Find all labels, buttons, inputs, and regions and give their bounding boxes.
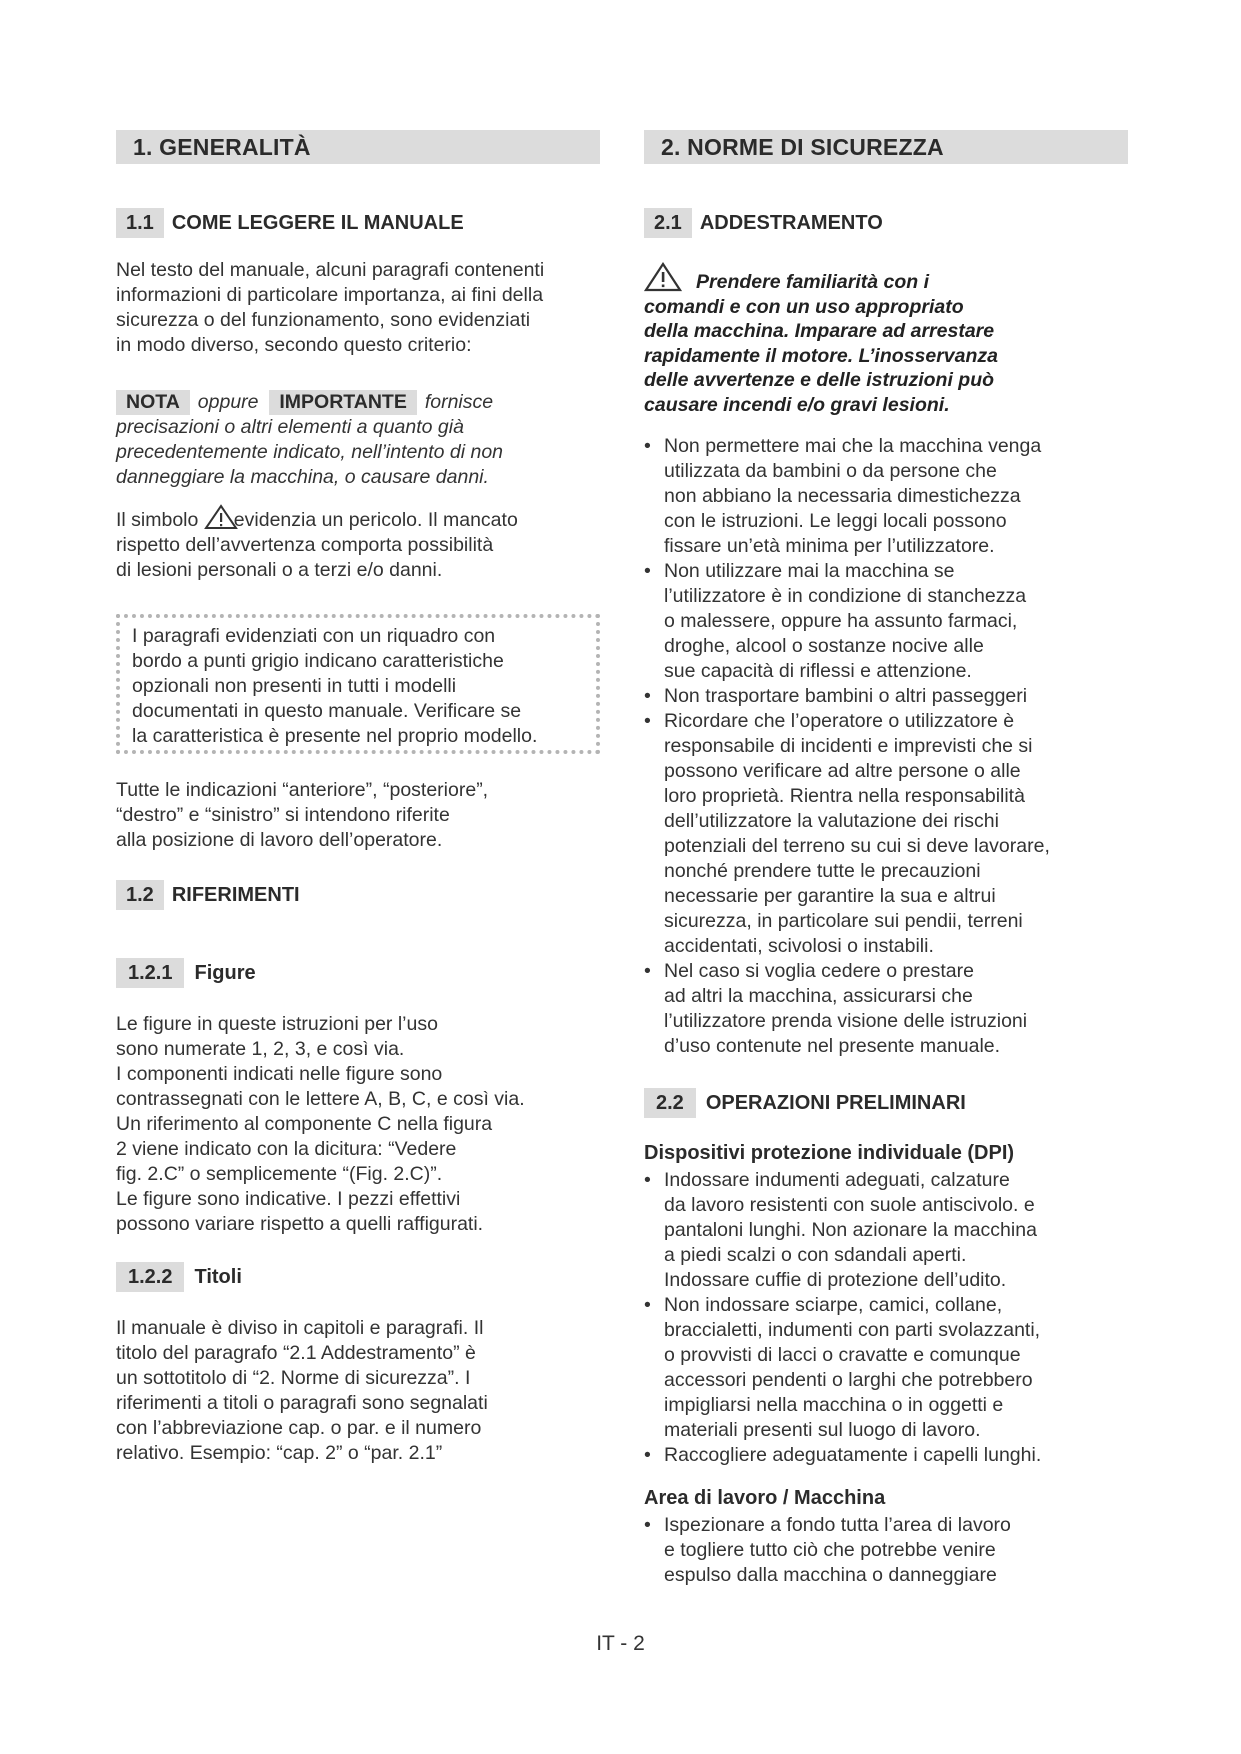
nota-paragraph	[116, 390, 606, 490]
text-line: • Ricordare che l’operatore o utilizzatore è	[664, 710, 1015, 732]
section-number: 2.1	[644, 208, 692, 238]
text-line: impigliarsi nella macchina o in oggetti e	[664, 1394, 1004, 1416]
list-item	[644, 1443, 1144, 1468]
text-line: • Non utilizzare mai la macchina se	[664, 560, 955, 582]
list-item	[644, 559, 1144, 684]
text-line: un sottotitolo di “2. Norme di sicurezza”. I	[116, 1367, 471, 1389]
text-line: utilizzata da bambini o da persone che	[664, 460, 997, 482]
text-line: o malessere, oppure ha assunto farmaci,	[664, 610, 1018, 632]
text-line: sicurezza, in particolare sui pendii, terreni	[664, 910, 1023, 932]
text-line: rapidamente il motore. L’inosservanza	[644, 344, 998, 367]
section-1-2-1-heading	[116, 958, 256, 988]
training-bullet-list	[644, 434, 1144, 1059]
section-number: 1.2.1	[116, 958, 184, 988]
section-title: ADDESTRAMENTO	[699, 212, 883, 234]
importante-tag: IMPORTANTE	[269, 390, 416, 415]
text-line: • Indossare indumenti adeguati, calzature	[664, 1169, 1010, 1191]
training-warning	[644, 262, 1134, 417]
text-line: I paragrafi evidenziati con un riquadro con	[132, 625, 496, 647]
intro-paragraph	[116, 258, 606, 358]
text-fragment: fornisce	[424, 391, 494, 413]
section-number: 1.2	[116, 880, 164, 910]
text-line: potenziali del terreno su cui si deve lavorare,	[664, 835, 1050, 857]
section-title: RIFERIMENTI	[171, 884, 300, 906]
section-1-2-heading	[116, 880, 300, 910]
text-line: rispetto dell’avvertenza comporta possibilità	[116, 534, 494, 556]
text-fragment: Prendere familiarità con i	[696, 271, 930, 293]
section-number: 1.2.2	[116, 1262, 184, 1292]
text-line: fissare un’età minima per l’utilizzatore.	[664, 535, 995, 557]
text-line: nonché prendere tutte le precauzioni	[664, 860, 981, 882]
text-line: • Nel caso si voglia cedere o prestare	[664, 960, 974, 982]
text-line: informazioni di particolare importanza, ai fini della	[116, 284, 544, 306]
list-item	[644, 434, 1144, 559]
text-line: • Non trasportare bambini o altri passeggeri	[664, 685, 1028, 707]
section-1-2-2-heading	[116, 1262, 242, 1292]
text-line: Nel testo del manuale, alcuni paragrafi contenenti	[116, 259, 545, 281]
text-line: causare incendi e/o gravi lesioni.	[644, 393, 950, 416]
text-line: con l’abbreviazione cap. o par. e il numero	[116, 1417, 482, 1439]
simbolo-paragraph	[116, 504, 606, 583]
text-fragment: evidenzia un pericolo. Il mancato	[233, 509, 518, 531]
text-line: necessarie per garantire la sua e altrui	[664, 885, 996, 907]
text-line: possono verificare ad altre persone o alle	[664, 760, 1021, 782]
text-line: responsabile di incidenti e imprevisti che si	[664, 735, 1033, 757]
list-item	[644, 709, 1144, 959]
text-line: Un riferimento al componente C nella figura	[116, 1113, 493, 1135]
directions-paragraph	[116, 778, 606, 853]
dpi-bullet-list	[644, 1168, 1144, 1468]
text-line: Tutte le indicazioni “anteriore”, “posteriore”,	[116, 779, 489, 801]
titles-paragraph	[116, 1316, 606, 1466]
optional-features-box	[116, 614, 600, 754]
chapter-1-title: 1. GENERALITÀ	[116, 130, 600, 164]
section-2-2-heading	[644, 1088, 966, 1118]
text-line: documentati in questo manuale. Verificare se	[132, 700, 522, 722]
text-line: sono numerate 1, 2, 3, e così via.	[116, 1038, 405, 1060]
text-line: e togliere tutto ciò che potrebbe venire	[664, 1539, 996, 1561]
list-item	[644, 959, 1144, 1059]
section-number: 2.2	[644, 1088, 696, 1118]
text-line: “destro” e “sinistro” si intendono riferite	[116, 804, 450, 826]
text-line: Indossare cuffie di protezione dell’udito.	[664, 1269, 1007, 1291]
section-number: 1.1	[116, 208, 164, 238]
section-title: COME LEGGERE IL MANUALE	[171, 212, 464, 234]
text-line: precisazioni o altri elementi a quanto già	[116, 416, 464, 438]
text-line: alla posizione di lavoro dell’operatore.	[116, 829, 443, 851]
text-line: contrassegnati con le lettere A, B, C, e così via.	[116, 1088, 525, 1110]
text-fragment: Il simbolo	[116, 509, 199, 531]
text-line: delle avvertenze e delle istruzioni può	[644, 369, 995, 391]
text-line: Le figure in queste istruzioni per l’uso	[116, 1013, 438, 1035]
text-line: con le istruzioni. Le leggi locali possono	[664, 510, 1007, 532]
text-line: l’utilizzatore prenda visione delle istruzioni	[664, 1010, 1028, 1032]
text-line: pantaloni lunghi. Non azionare la macchina	[664, 1219, 1037, 1241]
text-line: riferimenti a titoli o paragrafi sono segnalati	[116, 1392, 488, 1414]
text-line: della macchina. Imparare ad arrestare	[644, 320, 995, 342]
text-line: opzionali non presenti in tutti i modelli	[132, 675, 457, 697]
text-line: I componenti indicati nelle figure sono	[116, 1063, 443, 1085]
text-line: danneggiare la macchina, o causare danni.	[116, 466, 489, 488]
figures-paragraph	[116, 1012, 606, 1237]
text-line: Le figure sono indicative. I pezzi effettivi	[116, 1188, 461, 1210]
area-subheading: Area di lavoro / Macchina	[644, 1487, 886, 1509]
warning-triangle-icon	[204, 504, 238, 530]
text-line: Il manuale è diviso in capitoli e paragrafi. Il	[116, 1317, 484, 1339]
text-line: • Raccogliere adeguatamente i capelli lunghi.	[664, 1444, 1042, 1466]
list-item	[644, 1168, 1144, 1293]
text-line: o provvisti di lacci o cravatte e comunque	[664, 1344, 1021, 1366]
list-item	[644, 684, 1144, 709]
text-line: a piedi scalzi o con sdandali aperti.	[664, 1244, 967, 1266]
text-line: sue capacità di riflessi e attenzione.	[664, 660, 972, 682]
text-line: bordo a punti grigio indicano caratteristiche	[132, 650, 504, 672]
text-line: precedentemente indicato, nell’intento di non	[116, 441, 504, 463]
text-line: di lesioni personali o a terzi e/o danni.	[116, 559, 443, 581]
text-line: l’utilizzatore è in condizione di stanchezza	[664, 585, 1027, 607]
text-line: comandi e con un uso appropriato	[644, 295, 964, 318]
text-line: 2 viene indicato con la dicitura: “Vedere	[116, 1138, 457, 1160]
text-line: sicurezza o del funzionamento, sono evidenziati	[116, 309, 531, 331]
area-bullet-list	[644, 1513, 1144, 1588]
text-line: non abbiano la necessaria dimestichezza	[664, 485, 1021, 507]
text-line: • Non indossare sciarpe, camici, collane,	[664, 1294, 1003, 1316]
section-2-1-heading	[644, 208, 883, 238]
text-line: possono variare rispetto a quelli raffigurati.	[116, 1213, 484, 1235]
section-title: Figure	[194, 962, 256, 984]
section-title: Titoli	[194, 1266, 242, 1288]
dpi-subheading: Dispositivi protezione individuale (DPI)	[644, 1142, 1015, 1164]
section-title: OPERAZIONI PRELIMINARI	[705, 1092, 966, 1114]
text-line: loro proprietà. Rientra nella responsabilità	[664, 785, 1025, 807]
list-item	[644, 1293, 1144, 1443]
warning-triangle-icon	[644, 262, 682, 292]
text-line: ad altri la macchina, assicurarsi che	[664, 985, 973, 1007]
text-line: droghe, alcool o sostanze nocive alle	[664, 635, 984, 657]
text-line: da lavoro resistenti con suole antiscivolo. e	[664, 1194, 1035, 1216]
list-item	[644, 1513, 1144, 1588]
text-line: titolo del paragrafo “2.1 Addestramento” è	[116, 1342, 476, 1364]
section-1-1-heading	[116, 208, 464, 238]
text-line: accessori pendenti o larghi che potrebbero	[664, 1369, 1033, 1391]
text-fragment: oppure	[197, 391, 259, 413]
text-line: materiali presenti sul luogo di lavoro.	[664, 1419, 981, 1441]
text-line: in modo diverso, secondo questo criterio:	[116, 334, 472, 356]
text-line: accidentati, scivolosi o instabili.	[664, 935, 934, 957]
text-line: fig. 2.C” o semplicemente “(Fig. 2.C)”.	[116, 1163, 443, 1185]
text-line: • Non permettere mai che la macchina venga	[664, 435, 1042, 457]
text-line: d’uso contenute nel presente manuale.	[664, 1035, 1001, 1057]
text-line: espulso dalla macchina o danneggiare	[664, 1564, 997, 1586]
text-line: la caratteristica è presente nel proprio modello.	[132, 725, 538, 747]
text-line: relativo. Esempio: “cap. 2” o “par. 2.1”	[116, 1442, 443, 1464]
page-number: IT - 2	[596, 1632, 645, 1655]
text-line: • Ispezionare a fondo tutta l’area di lavoro	[664, 1514, 1011, 1536]
text-line: dell’utilizzatore la valutazione dei rischi	[664, 810, 999, 832]
chapter-2-title: 2. NORME DI SICUREZZA	[644, 130, 1128, 164]
nota-tag: NOTA	[116, 390, 190, 415]
text-line: braccialetti, indumenti con parti svolazzanti,	[664, 1319, 1041, 1341]
